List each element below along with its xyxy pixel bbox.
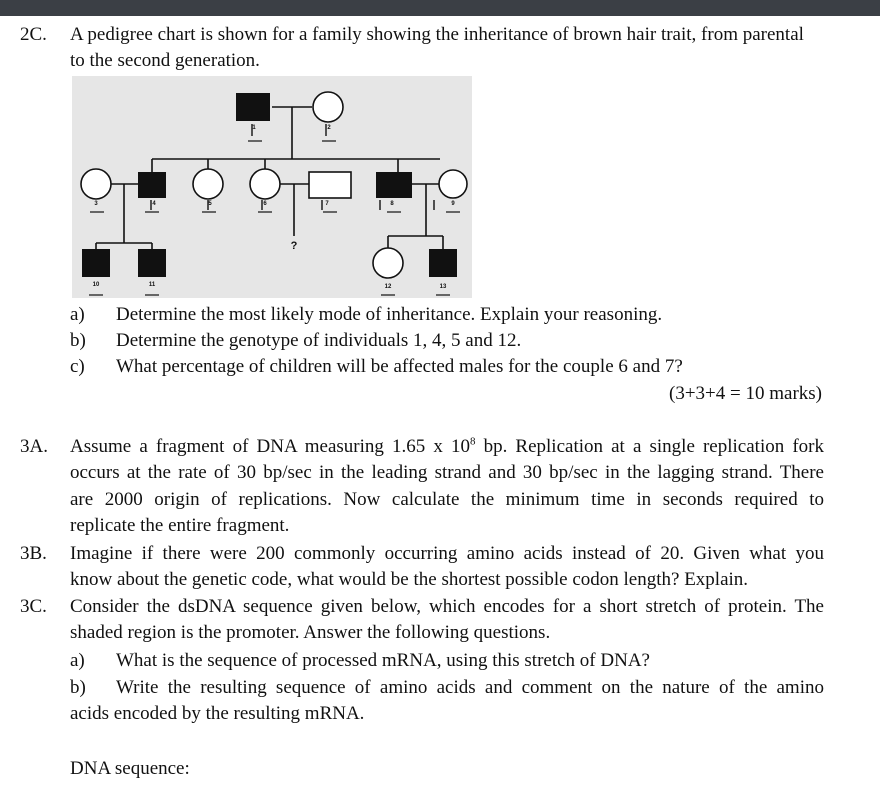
label-individual-10: 10 [92,282,100,288]
part-2c-a-label: a) [70,304,85,325]
question-number-3c: 3C. [20,596,47,617]
label-individual-6: 6 [263,201,267,207]
window-top-bar [0,0,880,16]
part-2c-c-label: c) [70,356,85,377]
individual-4-affected-male [138,172,166,198]
question-3b-text-line1: Imagine if there were 200 commonly occurring amino acids instead of 20. Given what you [70,543,824,564]
label-individual-7: 7 [325,201,329,207]
individual-2-unaffected-female [313,92,343,122]
label-individual-8: 8 [390,201,394,207]
unknown-offspring-mark: ? [290,240,298,252]
individual-7-unaffected-male [309,172,351,198]
label-individual-5: 5 [208,201,212,207]
label-individual-11: 11 [148,282,156,288]
individual-5-unaffected-female [193,169,223,199]
part-3c-b-label: b) [70,677,86,698]
individual-6-unaffected-female [250,169,280,199]
question-3a-text-line2: occurs at the rate of 30 bp/sec in the leading strand and 30 bp/sec in the lagging strand. There [70,462,824,483]
part-2c-c-text: What percentage of children will be affected males for the couple 6 and 7? [116,356,683,377]
question-3a-text-line1: Assume a fragment of DNA measuring 1.65 x $10^8$ bp. Replication at a single replication fork [70,435,824,457]
question-3b-text-line2: know about the genetic code, what would be the shortest possible codon length? Explain. [70,569,749,590]
individual-11-affected-male [138,249,166,277]
part-2c-b-text: Determine the genotype of individuals 1, 4, 5 and 12. [116,330,522,351]
part-3c-a-text: What is the sequence of processed mRNA, using this stretch of DNA? [116,650,650,671]
dna-sequence-label: DNA sequence: [70,758,190,779]
question-number-3b: 3B. [20,543,47,564]
individual-3-unaffected-female [81,169,111,199]
individual-8-affected-male [376,172,412,198]
part-2c-b-label: b) [70,330,86,351]
individual-13-affected-male [429,249,457,277]
question-3c-text-line1: Consider the dsDNA sequence given below, which encodes for a short stretch of protein. The [70,596,824,617]
label-individual-3: 3 [94,201,98,207]
individual-10-affected-male [82,249,110,277]
individual-9-unaffected-female [439,170,467,198]
part-3c-b-text-line2: acids encoded by the resulting mRNA. [70,703,365,724]
part-3c-b-text: Write the resulting sequence of amino acids and comment on the nature of the amino [116,677,824,698]
label-individual-1: 1 [252,125,256,131]
question-3a-text-line3: are 2000 origin of replications. Now calculate the minimum time in seconds required to [70,489,824,510]
question-2c-text-line2: to the second generation. [70,50,260,71]
label-individual-12: 12 [384,284,392,290]
question-number-3a: 3A. [20,436,48,457]
label-individual-4: 4 [152,201,156,207]
part-2c-a-text: Determine the most likely mode of inheritance. Explain your reasoning. [116,304,663,325]
pedigree-chart [72,76,472,298]
individual-12-unaffected-female [373,248,403,278]
question-3c-text-line2: shaded region is the promoter. Answer the following questions. [70,622,551,643]
individual-1-affected-male [236,93,270,121]
question-2c-text-line1: A pedigree chart is shown for a family showing the inheritance of brown hair trait, from parental [70,24,804,45]
question-3a-text-line4: replicate the entire fragment. [70,515,290,536]
label-individual-2: 2 [327,125,331,131]
label-individual-9: 9 [451,201,455,207]
part-3c-a-label: a) [70,650,85,671]
marks-allocation: (3+3+4 = 10 marks) [669,383,822,404]
question-number-2c: 2C. [20,24,47,45]
label-individual-13: 13 [439,284,447,290]
